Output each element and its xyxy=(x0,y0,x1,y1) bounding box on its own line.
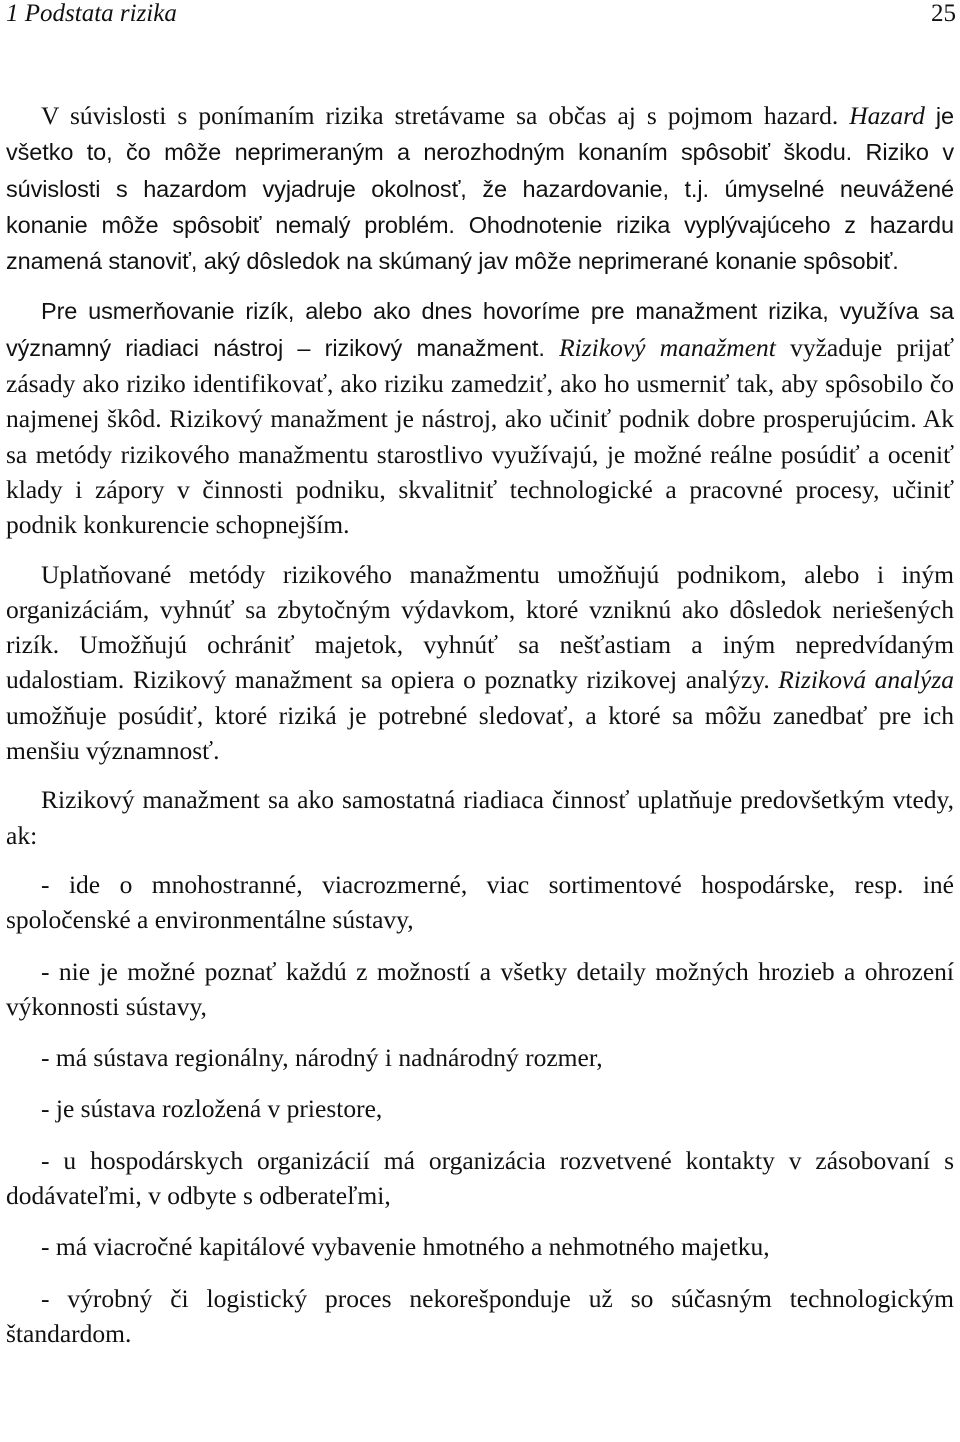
term-risk-analysis: Riziková analýza xyxy=(778,665,954,695)
list-item: - nie je možné poznať každú z možností a všetky detaily možných hrozieb a ohrození výkonnosti sústavy, xyxy=(6,956,954,1021)
chapter-title: 1 Podstata rizika xyxy=(6,0,177,27)
list-item: - má viacročné kapitálové vybavenie hmotného a nehmotného majetku, xyxy=(41,1232,770,1262)
paragraph-methods-body: umožňuje posúdiť, ktoré riziká je potrebné sledovať, a ktoré sa môžu zanedbať pre ich menšiu významnosť. xyxy=(6,700,954,766)
paragraph-hazard-body: je všetko to, čo môže neprimeraným a nerozhodným konaním spôsobiť škodu. Riziko v súvislosti s hazardom vyjadruje okolnosť, že hazardovanie, t.j. úmyselné neuvážené konanie môže spôsobiť nemalý problém. Ohodnotenie rizika vyplývajúceho z hazardu znamená stanoviť, aký dôsledok na skúmaný jav môže neprimerané konanie spôsobiť. xyxy=(6,103,955,275)
list-item: - je sústava rozložená v priestore, xyxy=(41,1094,383,1124)
term-hazard: Hazard xyxy=(849,101,925,130)
paragraph-rm-body: vyžaduje prijať zásady ako riziko identifikovať, ako riziku zamedziť, ako ho usmerniť tak, aby spôsobilo čo najmenej škôd. Rizikový manažment je nástroj, ako učiniť podnik dobre prosperujúcim. Ak sa metódy rizikového manažmentu starostlivo využívajú, je možné reálne posúdiť a oceniť klady i zápory v činnosti podniku, skvalitniť technologické a pracovné procesy, učiniť podnik konkurencie schopnejším. xyxy=(6,332,955,540)
list-item: - má sústava regionálny, národný i nadnárodný rozmer, xyxy=(41,1043,603,1073)
running-header xyxy=(0,0,960,30)
paragraph-conditions: Rizikový manažment sa ako samostatná riadiaca činnosť uplatňuje predovšetkým vtedy, ak: xyxy=(6,785,954,850)
list-item: - výrobný či logistický proces nekorešponduje už so súčasným technologickým štandardom. xyxy=(6,1283,954,1348)
paragraph-hazard xyxy=(6,98,954,279)
page-number: 25 xyxy=(931,0,956,27)
page-body xyxy=(6,98,954,1367)
term-risk-management: Rizikový manažment xyxy=(559,332,776,362)
paragraph-risk-management xyxy=(6,293,954,542)
paragraph-rm-intro: Pre usmerňovanie rizík, alebo ako dnes hovoríme pre manažment rizika, využíva sa významný riadiaci nástroj – rizikový manažment. xyxy=(6,298,954,361)
list-item: - ide o mnohostranné, viacrozmerné, viac sortimentové hospodárske, resp. iné spoločenské a environmentálne sústavy, xyxy=(6,869,954,935)
paragraph-methods-intro: Uplatňované metódy rizikového manažmentu umožňujú podnikom, alebo i iným organizáciám, vyhnúť sa zbytočným výdavkom, ktoré vzniknú ako dôsledok neriešených rizík. Umožňujú ochrániť majetok, vyhnúť sa nešťastiam a iným nepredvídaným udalostiam. Rizikový manažment sa opiera o poznatky rizikovej analýzy. xyxy=(6,559,954,695)
paragraph-hazard-intro: V súvislosti s ponímaním rizika stretávame sa občas aj s pojmom hazard. xyxy=(41,101,839,130)
list-item: - u hospodárskych organizácií má organizácia rozvetvené kontakty v zásobovaní s dodávateľmi, v odbyte s odberateľmi, xyxy=(6,1145,954,1211)
paragraph-methods xyxy=(6,557,954,769)
